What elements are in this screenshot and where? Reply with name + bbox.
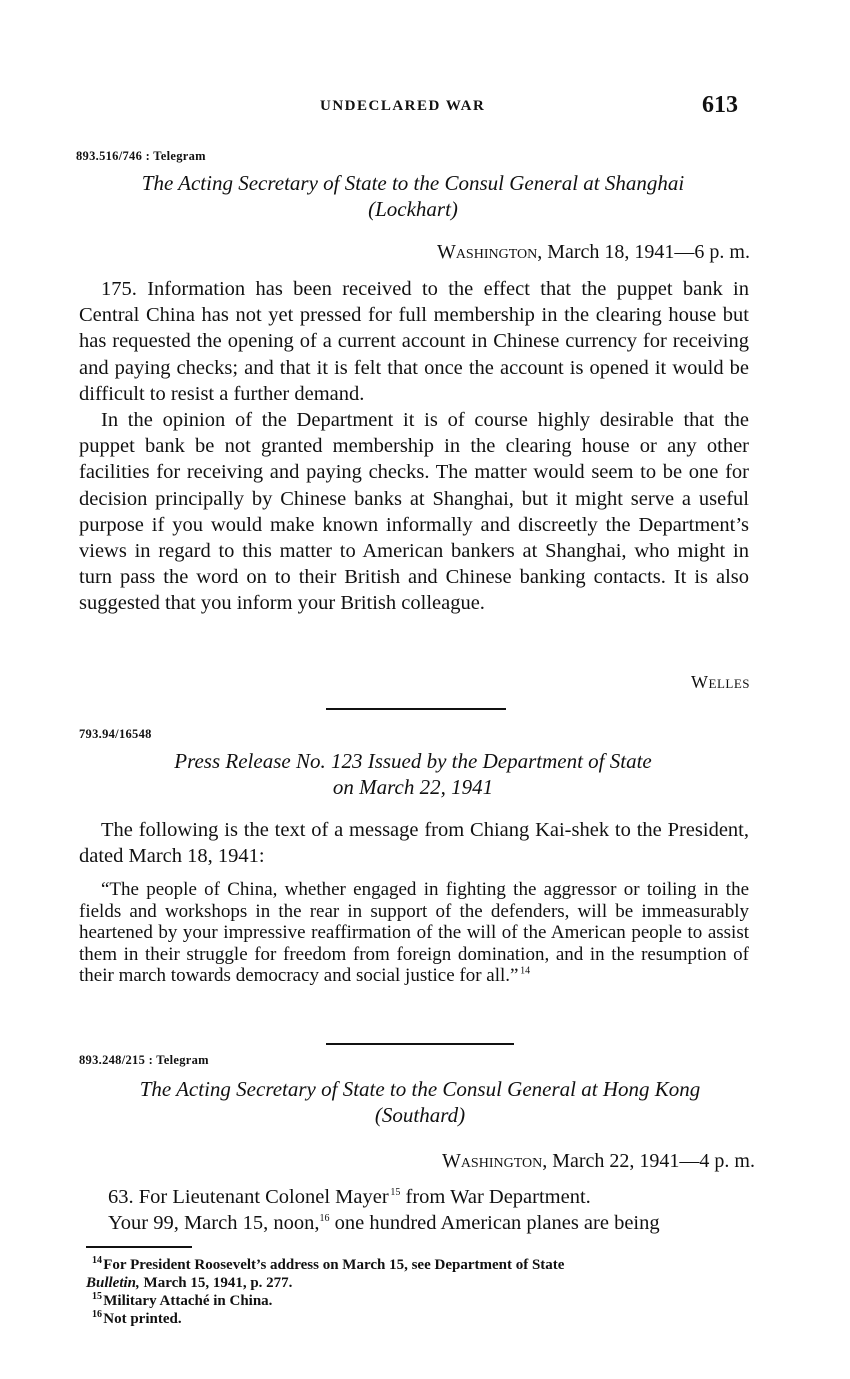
paragraph — [79, 879, 749, 987]
footnote-italic: Bulletin, — [86, 1275, 140, 1291]
page-number: 613 — [702, 92, 738, 118]
footnote — [86, 1292, 758, 1310]
file-reference: 893.516/746 : Telegram — [76, 149, 206, 163]
footnote-reference: 16 — [319, 1213, 330, 1225]
paragraph-text: 63. For Lieutenant Colonel Mayer — [108, 1186, 389, 1208]
document-heading — [60, 1076, 780, 1128]
dateline — [442, 1150, 755, 1173]
quote-text: “The people of China, whether engaged in fighting the aggressor or toiling in the fields and workshops in the rear in support of the defenders, will be immeasurably heartened by your impressive reaffirmation of the will of the American people to assist them in their struggle for freedom from foreign domination, and in the resumption of their march towards democracy and social justice for all.” — [79, 879, 749, 987]
paragraph: 175. Information has been received to the effect that the puppet bank in Central China has not yet pressed for full membership in the clearing house but has requested the opening of a current account in Chinese currency for receiving and paying checks; and that it is felt that once the account is opened it would be difficult to resist a further demand. — [79, 278, 749, 405]
heading-line: on March 22, 1941 — [332, 775, 494, 799]
footnote-mark: 15 — [92, 1291, 102, 1302]
quoted-message — [79, 879, 749, 987]
heading-line: The Acting Secretary of State to the Consul General at Shanghai — [141, 171, 685, 195]
paragraph-text: one hundred American planes are being — [329, 1212, 660, 1235]
heading-line: (Lockhart) — [368, 197, 458, 221]
footnote-text: March 15, 1941, p. 277. — [139, 1275, 293, 1291]
document-heading — [60, 748, 766, 800]
file-reference: 893.248/215 : Telegram — [79, 1053, 209, 1067]
paragraph — [86, 1210, 756, 1236]
footnote-text: For President Roosevelt’s address on March 15, see Department of State — [103, 1257, 565, 1273]
telegram-body — [86, 1184, 756, 1236]
dateline-date: , March 18, 1941—6 p. m. — [537, 241, 750, 263]
press-release-intro — [79, 817, 749, 869]
footnotes — [86, 1256, 758, 1328]
heading-line: The Acting Secretary of State to the Consul General at Hong Kong — [139, 1077, 701, 1101]
footnote — [86, 1310, 758, 1328]
file-reference: 793.94/16548 — [79, 727, 152, 741]
section-divider — [326, 1043, 514, 1045]
heading-line: (Southard) — [374, 1103, 466, 1127]
footnote-rule — [86, 1246, 192, 1248]
footnote — [86, 1256, 758, 1292]
paragraph-text: Your 99, March 15, noon, — [108, 1212, 320, 1235]
paragraph-text: from War Department. — [400, 1186, 591, 1208]
document-heading — [60, 170, 766, 222]
section-divider — [326, 708, 506, 710]
dateline-place: Washington — [441, 1150, 543, 1172]
running-title: UNDECLARED WAR — [320, 98, 486, 114]
paragraph: In the opinion of the Department it is of course highly desirable that the puppet bank be not granted membership in the clearing house or any other facilities for receiving and paying checks. The matter would seem to be one for decision principally by Chinese banks at Shanghai, but it might serve a useful purpose if you would make known informally and discreetly the Department’s views in regard to this matter to American bankers at Shanghai, who might in turn pass the word on to their British and Chinese banking contacts. It is also suggested that you inform your British colleague. — [79, 409, 749, 615]
signature: Welles — [691, 672, 750, 692]
footnote-mark: 16 — [92, 1309, 102, 1320]
dateline — [437, 241, 750, 264]
footnote-reference: 14 — [520, 966, 531, 978]
footnote-reference: 15 — [390, 1187, 401, 1199]
footnote-text: Military Attaché in China. — [103, 1293, 273, 1309]
dateline-place: Washington — [436, 241, 538, 263]
paragraph: The following is the text of a message from Chiang Kai-shek to the President, dated March 18, 1941: — [79, 819, 749, 868]
telegram-body — [79, 276, 749, 617]
footnote-mark: 14 — [92, 1255, 102, 1266]
footnote-text: Not printed. — [103, 1311, 182, 1327]
paragraph — [86, 1184, 756, 1210]
dateline-date: , March 22, 1941—4 p. m. — [542, 1150, 755, 1172]
heading-line: Press Release No. 123 Issued by the Department of State — [174, 749, 652, 773]
